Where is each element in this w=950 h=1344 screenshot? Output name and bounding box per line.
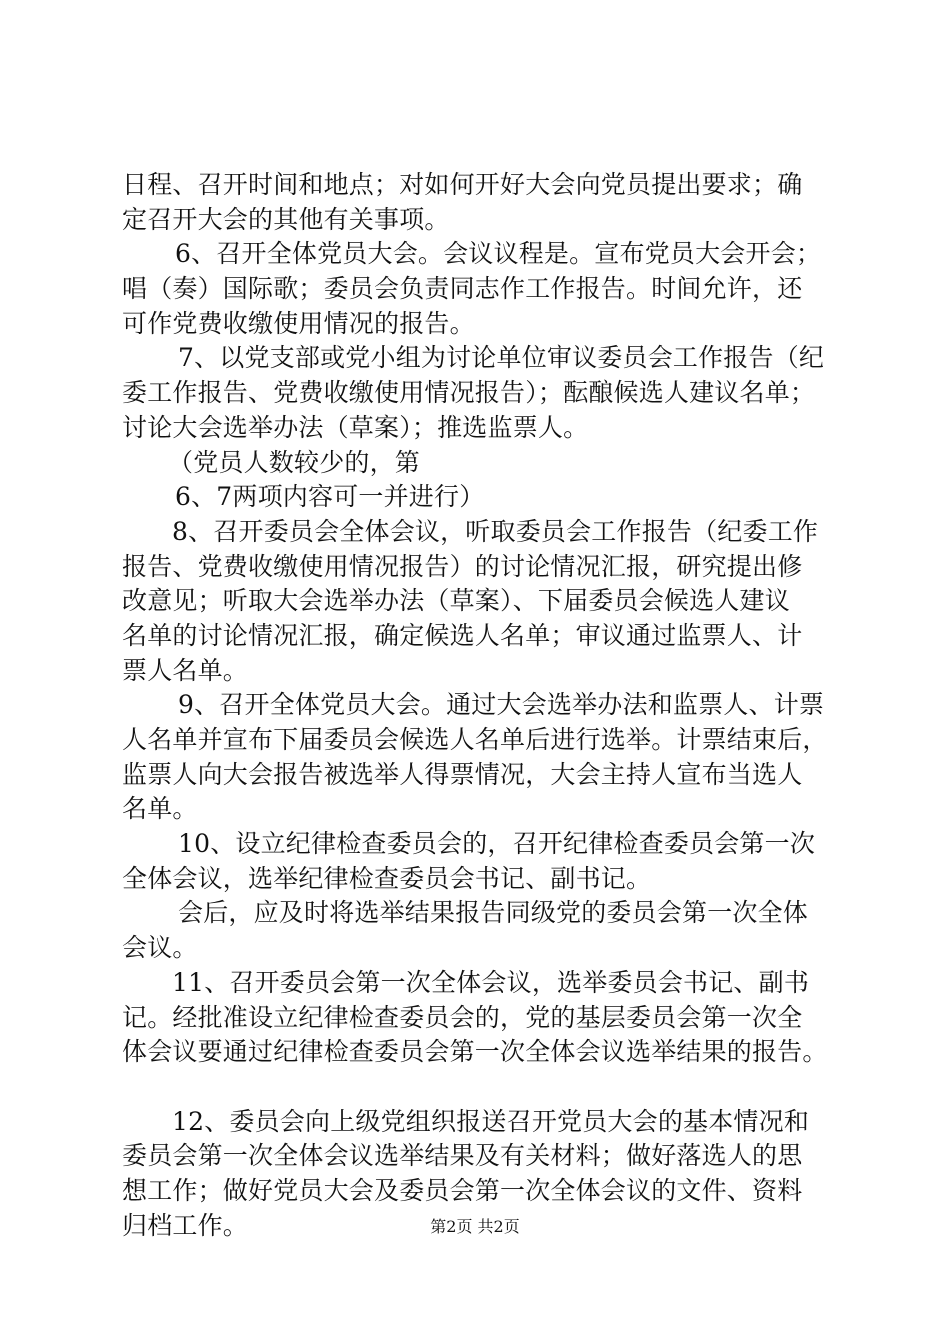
text-line: 全体会议，选举纪律检查委员会书记、副书记。 [122, 863, 652, 893]
text-line: （党员人数较少的，第 [168, 447, 421, 477]
text-line: 8、召开委员会全体会议，听取委员会工作报告（纪委工作 [172, 516, 819, 546]
text-line: 9、召开全体党员大会。通过大会选举办法和监票人、计票 [178, 690, 825, 720]
text-line: 想工作；做好党员大会及委员会第一次全体会议的文件、资料 [122, 1175, 803, 1205]
page-footer: 第2页 共2页 [430, 1217, 520, 1236]
text-line: 改意见；听取大会选举办法（草案）、下届委员会候选人建议 [122, 586, 790, 616]
text-line: 7、以党支部或党小组为讨论单位审议委员会工作报告（纪 [178, 343, 825, 373]
text-line: 6、召开全体党员大会。会议议程是。宣布党员大会开会； [175, 239, 822, 269]
text-line: 人名单并宣布下届委员会候选人名单后进行选举。计票结束后， [122, 725, 828, 754]
text-line: 讨论大会选举办法（草案）；推选监票人。 [122, 412, 589, 442]
text-line: 10、设立纪律检查委员会的，召开纪律检查委员会第一次 [178, 829, 816, 859]
text-line: 可作党费收缴使用情况的报告。 [122, 308, 475, 338]
document-body [122, 168, 834, 1243]
text-line: 名单的讨论情况汇报，确定候选人名单；审议通过监票人、计 [122, 620, 803, 650]
text-line: 委员会第一次全体会议选举结果及有关材料；做好落选人的思 [122, 1141, 803, 1171]
text-line: 6、7两项内容可一并进行） [175, 482, 485, 512]
text-line: 报告、党费收缴使用情况报告）的讨论情况汇报，研究提出修 [122, 551, 803, 581]
text-line: 归档工作。 [122, 1210, 249, 1240]
text-line: 票人名单。 [122, 655, 249, 685]
text-line: 监票人向大会报告被选举人得票情况，大会主持人宣布当选人 [122, 759, 803, 789]
text-line: 会议。 [122, 933, 198, 963]
text-line: 会后，应及时将选举结果报告同级党的委员会第一次全体 [178, 898, 809, 928]
text-line: 12、委员会向上级党组织报送召开党员大会的基本情况和 [172, 1106, 810, 1136]
text-line: 记。经批准设立纪律检查委员会的，党的基层委员会第一次全 [122, 1002, 803, 1032]
paragraph-gap [122, 1070, 834, 1105]
text-line: 名单。 [122, 794, 198, 824]
text-line: 唱（奏）国际歌；委员会负责同志作工作报告。时间允许，还 [122, 274, 803, 304]
text-line: 定召开大会的其他有关事项。 [122, 204, 450, 234]
text-line: 11、召开委员会第一次全体会议，选举委员会书记、副书 [172, 967, 810, 997]
text-line: 委工作报告、党费收缴使用情况报告）；酝酿候选人建议名单； [122, 378, 816, 408]
text-line: 日程、召开时间和地点；对如何开好大会向党员提出要求；确 [122, 170, 803, 199]
text-line: 体会议要通过纪律检查委员会第一次全体会议选举结果的报告。 [122, 1037, 828, 1067]
